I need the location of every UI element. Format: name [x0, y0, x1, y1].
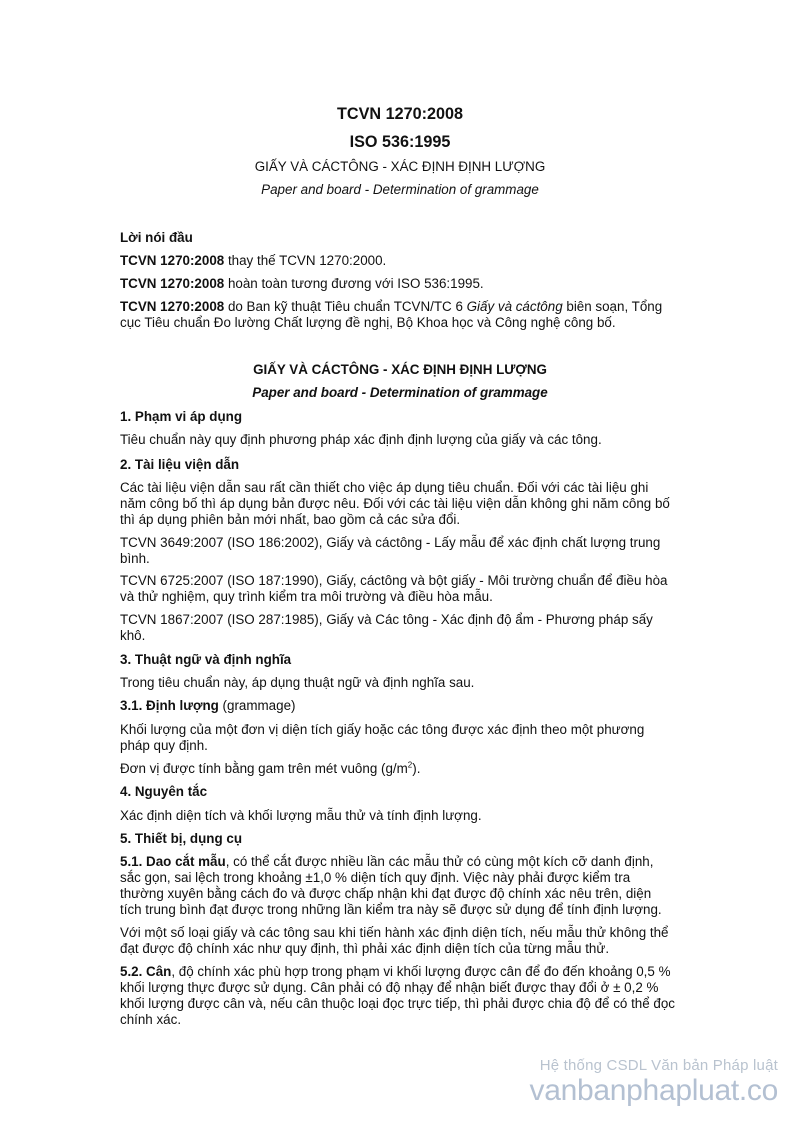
section-1-text: Tiêu chuẩn này quy định phương pháp xác định định lượng của giấy và các tông. [120, 432, 602, 447]
standard-code-ref: TCVN 1270:2008 [120, 253, 225, 268]
reference-2-line-1: TCVN 6725:2007 (ISO 187:1990), Giấy, cáctông và bột giấy - Môi trường chuẩn để điều hòa [120, 573, 668, 588]
title-english: Paper and board - Determination of grammage [261, 182, 539, 197]
foreword-text: biên soạn, Tổng [562, 299, 663, 314]
foreword-paragraph-3 [120, 299, 680, 315]
clause-5-2-line-4: chính xác. [120, 1012, 182, 1027]
watermark-site: vanbanphapluat.co [529, 1074, 778, 1107]
clause-5-2-line-3: khối lượng được cân và, nếu cân thuộc loại đọc trực tiếp, thì phải được chia độ để có thể đọc [120, 996, 675, 1011]
section-2-intro-line-2: năm công bố thì áp dụng bản được nêu. Đối với các tài liệu viện dẫn không ghi năm công bố [120, 496, 670, 511]
committee-name: Giấy và cáctông [466, 299, 563, 314]
section-5-heading: 5. Thiết bị, dụng cụ [120, 831, 242, 846]
reference-3-line-2: khô. [120, 628, 146, 643]
term-label: 3.1. Định lượng [120, 698, 219, 713]
standard-code: TCVN 1270:2008 [337, 105, 463, 123]
clause-5-1-line-3: thường xuyên bằng cách đo và được chấp nhận khi đạt được độ chính xác nêu trên, diện [120, 886, 652, 901]
term-english: (grammage) [218, 698, 296, 713]
standard-code-ref: TCVN 1270:2008 [120, 299, 225, 314]
foreword-text: do Ban kỹ thuật Tiêu chuẩn TCVN/TC 6 [224, 299, 467, 314]
standard-code-ref: TCVN 1270:2008 [120, 276, 225, 291]
reference-1-line-1: TCVN 3649:2007 (ISO 186:2002), Giấy và cáctông - Lấy mẫu để xác định chất lượng trung [120, 535, 661, 550]
section-4-text: Xác định diện tích và khối lượng mẫu thử và tính định lượng. [120, 808, 482, 823]
foreword-paragraph-2 [120, 276, 680, 292]
clause-5-1-note-line-2: đạt được độ chính xác như quy định, thì phải xác định diện tích của từng mẫu thử. [120, 941, 610, 956]
section-4-heading: 4. Nguyên tắc [120, 784, 208, 799]
clause-text: , độ chính xác phù hợp trong phạm vi khối lượng được cân để đo đến khoảng 0,5 % [171, 964, 671, 979]
iso-code: ISO 536:1995 [349, 133, 451, 151]
foreword-heading: Lời nói đầu [120, 230, 193, 245]
title-vietnamese: GIẤY VÀ CÁCTÔNG - XÁC ĐỊNH ĐỊNH LƯỢNG [254, 159, 546, 174]
foreword-paragraph-1 [120, 253, 680, 269]
watermark-caption: Hệ thống CSDL Văn bản Pháp luật [539, 1057, 778, 1074]
unit-text-end: ). [412, 761, 421, 776]
definition-line-1: Khối lượng của một đơn vị diện tích giấy hoặc các tông được xác định theo một phương [120, 722, 645, 737]
foreword-paragraph-3-line-2: cục Tiêu chuẩn Đo lường Chất lượng đề nghị, Bộ Khoa học và Công nghệ công bố. [120, 315, 616, 330]
clause-label: 5.2. Cân [120, 964, 172, 979]
clause-text: , có thể cắt được nhiều lần các mẫu thử có cùng một kích cỡ danh định, [225, 854, 654, 869]
reference-1-line-2: bình. [120, 551, 150, 566]
reference-3-line-1: TCVN 1867:2007 (ISO 287:1985), Giấy và Các tông - Xác định độ ẩm - Phương pháp sấy [120, 612, 653, 627]
unit-statement [120, 761, 680, 777]
clause-5-1-line-4: tích trung bình đạt được trong những lần kiểm tra này sẽ được sử dụng để tính định lượng. [120, 902, 662, 917]
section-3-intro: Trong tiêu chuẩn này, áp dụng thuật ngữ và định nghĩa sau. [120, 675, 475, 690]
foreword-text: hoàn toàn tương đương với ISO 536:1995. [224, 276, 484, 291]
body-title-english: Paper and board - Determination of grammage [252, 385, 548, 400]
section-2-intro-line-3: thì áp dụng phiên bản mới nhất, bao gồm cả các sửa đổi. [120, 512, 461, 527]
clause-5-1-line-2: sắc gọn, sai lệch trong khoảng ±1,0 % diện tích quy định. Việc này phải được kiểm tra [120, 870, 631, 885]
section-1-heading: 1. Phạm vi áp dụng [120, 409, 243, 424]
clause-label: 5.1. Dao cắt mẫu [120, 854, 226, 869]
body-title-vietnamese: GIẤY VÀ CÁCTÔNG - XÁC ĐỊNH ĐỊNH LƯỢNG [253, 362, 547, 377]
clause-5-1-line-1 [120, 854, 680, 870]
definition-line-2: pháp quy định. [120, 738, 208, 753]
unit-superscript: 2 [407, 760, 413, 770]
foreword-text: thay thế TCVN 1270:2000. [224, 253, 387, 268]
clause-5-1-note-line-1: Với một số loại giấy và các tông sau khi tiến hành xác định diện tích, nếu mẫu thử không thể [120, 925, 669, 940]
section-2-heading: 2. Tài liệu viện dẫn [120, 457, 240, 472]
unit-text: Đơn vị được tính bằng gam trên mét vuông (g/m [120, 761, 408, 776]
clause-5-2-line-1 [120, 964, 680, 980]
reference-2-line-2: và thử nghiệm, quy trình kiểm tra môi trường và điều hòa mẫu. [120, 589, 493, 604]
clause-5-2-line-2: khối lượng thực được sử dụng. Cân phải có độ nhạy để nhận biết được thay đổi ở ± 0,2 % [120, 980, 659, 995]
section-3-heading: 3. Thuật ngữ và định nghĩa [120, 652, 292, 667]
term-3-1 [120, 698, 680, 714]
section-2-intro-line-1: Các tài liệu viện dẫn sau rất cần thiết cho việc áp dụng tiêu chuẩn. Đối với các tài liệu ghi [120, 480, 649, 495]
